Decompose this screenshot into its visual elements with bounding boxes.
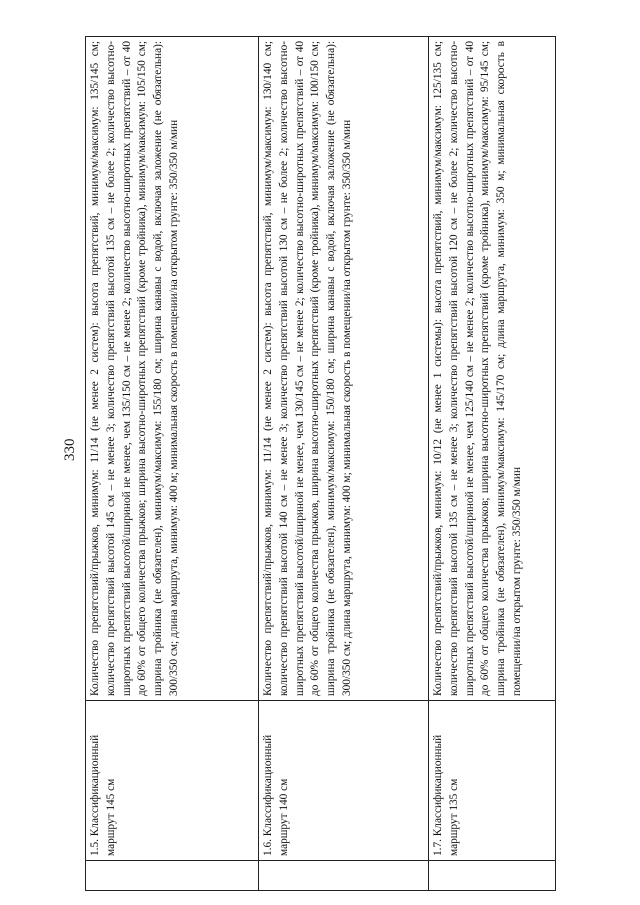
table-row — [86, 37, 259, 891]
table-row — [429, 37, 556, 891]
route-name-cell: 1.5. Классификационный маршрут 145 см — [86, 701, 259, 861]
page-number: 330 — [62, 438, 78, 461]
route-description-cell: Количество препятствий/прыжков, минимум: 11/14 (не менее 2 систем): высота препятствий, минимум/максимум: 135/145 см; количество препятствий высотой 145 см – не менее 3; количество препятствий высотой 135 см – не более 2; количество высотно-широтных препятствий высотой/шириной не менее, чем 135/150 см – не менее 2; количество высотно-широтных препятствий – от 40 до 60% от общего количества прыжков; ширина высотно-широтных препятствий (кроме тройника), минимум/максимум: 105/150 см; ширина тройника (не обязателен), минимум/максимум: 155/180 см; ширина канавы с водой, включая заложение (не обязательна): 300/350 см; длина маршрута, минимум: 400 м; минимальная скорость в помещении/на открытом грунте: 350/350 м/мин — [86, 37, 259, 701]
route-description-cell: Количество препятствий/прыжков, минимум: 10/12 (не менее 1 системы): высота препятствий, минимум/максимум: 125/135 см; количество препятствий высотой 135 см – не менее 3; количество препятствий высотой 120 см – не более 2; количество высотно-широтных препятствий высотой/шириной не менее, чем 125/140 см – не менее 2; количество высотно-широтных препятствий – от 40 до 60% от общего количества прыжков; ширина высотно-широтных препятствий (кроме тройника), минимум/максимум: 95/145 см; ширина тройника (не обязателен), минимум/максимум: 145/170 см; длина маршрута, минимум: 350 м; минимальная скорость в помещении/на открытом грунте: 350/350 м/мин — [429, 37, 556, 701]
route-name-cell: 1.6. Классификационный маршрут 140 см — [259, 701, 429, 861]
route-name-cell: 1.7. Классификационный маршрут 135 см — [429, 701, 556, 861]
empty-cell — [429, 861, 556, 891]
requirements-table — [85, 36, 555, 891]
route-description-cell: Количество препятствий/прыжков, минимум: 11/14 (не менее 2 систем): высота препятствий, минимум/максимум: 130/140 см; количество препятствий высотой 140 см – не менее 3; количество препятствий высотой 130 см – не более 2; количество высотно-широтных препятствий высотой/шириной не менее, чем 130/145 см – не менее 2; количество высотно-широтных препятствий – от 40 до 60% от общего количества прыжков, ширина высотно-широтных препятствий (кроме тройника), минимум/максимум: 100/150 см; ширина тройника (не обязателен), минимум/максимум: 150/180 см; ширина канавы с водой, включая заложение (не обязательна): 300/350 см; длина маршрута, минимум: 400 м; минимальная скорость в помещении/на открытом грунте: 350/350 м/мин — [259, 37, 429, 701]
table-row — [259, 37, 429, 891]
empty-cell — [259, 861, 429, 891]
empty-cell — [86, 861, 259, 891]
